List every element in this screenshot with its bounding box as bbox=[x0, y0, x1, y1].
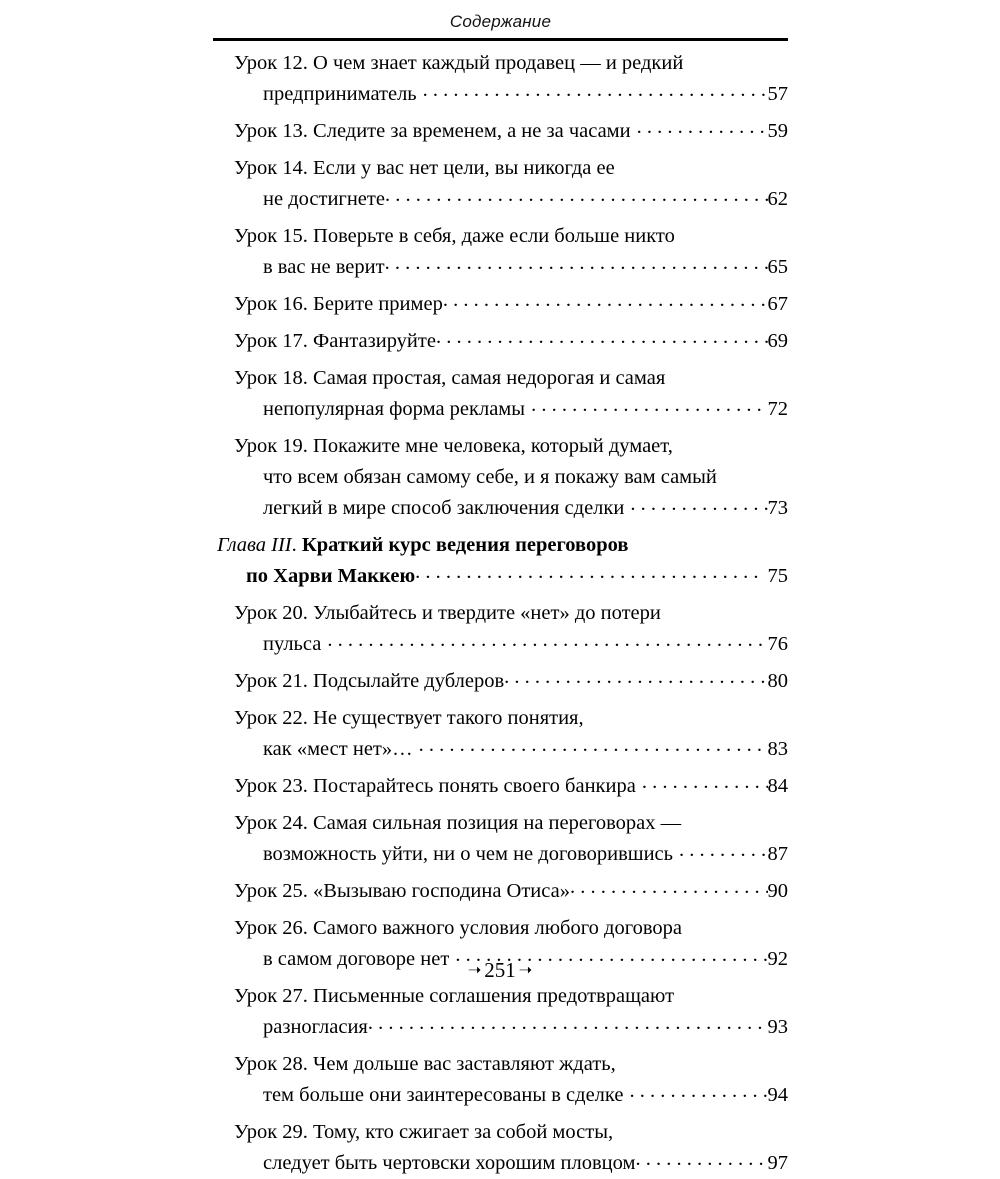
toc-page-number: 83 bbox=[767, 738, 788, 760]
toc-page-number: 84 bbox=[767, 775, 788, 797]
dot-leader bbox=[436, 327, 768, 348]
toc-entry-text: Урок 19. Покажите мне человека, который думает, bbox=[234, 435, 673, 457]
toc-page-number: 65 bbox=[767, 256, 788, 278]
toc-line bbox=[213, 1049, 788, 1080]
toc-lesson-entry bbox=[213, 703, 788, 765]
toc-line bbox=[213, 1080, 788, 1111]
toc-entry-text: разногласия bbox=[263, 1016, 368, 1038]
toc-line bbox=[213, 462, 788, 493]
toc-entry-text: Урок 21. Подсылайте дублеров bbox=[234, 670, 505, 692]
toc-entry-text: Урок 29. Тому, кто сжигает за собой мосты, bbox=[234, 1121, 614, 1143]
toc-page-number: 97 bbox=[767, 1152, 788, 1174]
toc-page-number: 59 bbox=[767, 120, 788, 142]
header-rule bbox=[213, 38, 788, 41]
toc-page-number: 72 bbox=[767, 398, 788, 420]
toc-entry-text: Урок 28. Чем дольше вас заставляют ждать, bbox=[234, 1053, 616, 1075]
toc-lesson-entry bbox=[213, 981, 788, 1043]
toc-line bbox=[213, 666, 788, 697]
running-head-title: Содержание bbox=[449, 12, 552, 31]
dot-leader bbox=[443, 290, 768, 311]
toc-lesson-entry bbox=[213, 116, 788, 147]
folio-number: 251 bbox=[484, 958, 516, 982]
dot-leader bbox=[504, 667, 767, 688]
dot-leader bbox=[327, 630, 761, 651]
chapter-number-suffix: . bbox=[291, 534, 302, 556]
dot-leader bbox=[635, 1149, 767, 1170]
toc-line bbox=[213, 808, 788, 839]
dot-leader bbox=[570, 877, 768, 898]
toc-entry-text: Урок 17. Фантазируйте bbox=[234, 330, 436, 352]
dot-leader bbox=[415, 562, 761, 583]
toc-lesson-entry bbox=[213, 289, 788, 320]
toc-entry-text: Урок 26. Самого важного условия любого договора bbox=[234, 917, 682, 939]
toc-line bbox=[213, 326, 788, 357]
toc-entry-text: Урок 12. О чем знает каждый продавец — и редкий bbox=[234, 52, 684, 74]
toc-line bbox=[213, 493, 788, 524]
toc-page-number: 69 bbox=[767, 330, 788, 352]
toc-entry-text: пульса bbox=[263, 633, 322, 655]
dot-leader bbox=[385, 185, 768, 206]
dot-leader bbox=[423, 80, 768, 101]
toc-chapter-entry bbox=[213, 530, 788, 592]
toc-lesson-entry bbox=[213, 808, 788, 870]
toc-entry-text: Урок 13. Следите за временем, а не за часами bbox=[234, 120, 631, 142]
toc-lesson-entry bbox=[213, 153, 788, 215]
toc-page-number: 93 bbox=[767, 1016, 788, 1038]
toc-page-number: 92 bbox=[767, 948, 788, 970]
toc-entry-text: Урок 18. Самая простая, самая недорогая и самая bbox=[234, 367, 666, 389]
toc-line bbox=[213, 839, 788, 870]
toc-line bbox=[213, 363, 788, 394]
toc-lesson-entry bbox=[213, 326, 788, 357]
toc-entry-text: в самом договоре нет bbox=[263, 948, 450, 970]
toc-line bbox=[213, 876, 788, 907]
toc-line bbox=[213, 1148, 788, 1179]
toc-lesson-entry bbox=[213, 771, 788, 802]
toc-entry-text: Урок 27. Письменные соглашения предотвращают bbox=[234, 985, 675, 1007]
toc-entry-text: Урок 22. Не существует такого понятия, bbox=[234, 707, 584, 729]
toc-lesson-entry bbox=[213, 221, 788, 283]
toc-line bbox=[213, 289, 788, 320]
toc-line bbox=[213, 561, 788, 592]
toc-entry-text: Урок 15. Поверьте в себя, даже если больше никто bbox=[234, 225, 675, 247]
toc-line bbox=[213, 1012, 788, 1043]
toc-line bbox=[213, 703, 788, 734]
toc-page-number: 57 bbox=[767, 83, 788, 105]
toc-lesson-entry bbox=[213, 1049, 788, 1111]
dot-leader bbox=[419, 735, 768, 756]
toc-entry-text: возможность уйти, ни о чем не договорившись bbox=[263, 843, 673, 865]
toc-line bbox=[213, 221, 788, 252]
toc-lesson-entry bbox=[213, 363, 788, 425]
toc-page-number: 87 bbox=[767, 843, 788, 865]
dot-leader bbox=[637, 117, 768, 138]
toc-entry-text: Урок 24. Самая сильная позиция на переговорах — bbox=[234, 812, 682, 834]
toc-page-number: 73 bbox=[767, 497, 788, 519]
dot-leader bbox=[385, 253, 768, 274]
toc-page-number: 94 bbox=[767, 1084, 788, 1106]
toc-entry-text: непопулярная форма рекламы bbox=[263, 398, 526, 420]
toc-page-number: 80 bbox=[767, 670, 788, 692]
toc-line bbox=[213, 184, 788, 215]
toc-entry-text: как «мест нет»… bbox=[263, 738, 413, 760]
toc-lesson-entry bbox=[213, 48, 788, 110]
toc-line bbox=[213, 530, 788, 561]
toc-line bbox=[213, 153, 788, 184]
dot-leader bbox=[642, 772, 768, 793]
toc-line bbox=[213, 913, 788, 944]
toc-page-number: 90 bbox=[767, 880, 788, 902]
toc-entry-text: Урок 20. Улыбайтесь и твердите «нет» до потери bbox=[234, 602, 661, 624]
dot-leader bbox=[629, 1081, 767, 1102]
chapter-number: Глава III bbox=[217, 534, 292, 556]
toc-lesson-entry bbox=[213, 598, 788, 660]
dot-leader bbox=[679, 840, 768, 861]
table-of-contents bbox=[213, 48, 788, 1179]
toc-lesson-entry bbox=[213, 431, 788, 524]
toc-entry-text: не достигнете bbox=[263, 188, 385, 210]
arrow-right-icon: ➝ bbox=[467, 962, 482, 979]
toc-line bbox=[213, 116, 788, 147]
toc-line bbox=[213, 981, 788, 1012]
toc-line bbox=[213, 79, 788, 110]
toc-entry-text: что всем обязан самому себе, и я покажу вам самый bbox=[263, 466, 717, 488]
toc-lesson-entry bbox=[213, 876, 788, 907]
toc-entry-text: тем больше они заинтересованы в сделке bbox=[263, 1084, 624, 1106]
toc-line bbox=[213, 252, 788, 283]
toc-line bbox=[213, 734, 788, 765]
toc-line bbox=[213, 629, 788, 660]
toc-line bbox=[213, 394, 788, 425]
toc-page-number: 76 bbox=[767, 633, 788, 655]
toc-line bbox=[213, 771, 788, 802]
toc-entry-text: следует быть чертовски хорошим пловцом bbox=[263, 1152, 636, 1174]
toc-entry-text: в вас не верит bbox=[263, 256, 385, 278]
toc-line bbox=[213, 48, 788, 79]
toc-page-number: 67 bbox=[767, 293, 788, 315]
toc-entry-text: предприниматель bbox=[263, 83, 417, 105]
toc-entry-text: Урок 25. «Вызываю господина Отиса» bbox=[234, 880, 570, 902]
dot-leader bbox=[368, 1013, 768, 1034]
toc-lesson-entry bbox=[213, 1117, 788, 1179]
toc-entry-text: Урок 23. Постарайтесь понять своего банкира bbox=[234, 775, 636, 797]
toc-page-number: 75 bbox=[767, 565, 788, 587]
toc-entry-text: Урок 14. Если у вас нет цели, вы никогда ее bbox=[234, 157, 615, 179]
arrow-left-icon: ➝ bbox=[518, 962, 533, 979]
toc-entry-text: Краткий курс ведения переговоров bbox=[301, 534, 629, 556]
running-head bbox=[213, 12, 788, 32]
toc-line bbox=[213, 1117, 788, 1148]
toc-line bbox=[213, 431, 788, 462]
dot-leader bbox=[630, 494, 767, 515]
dot-leader bbox=[531, 395, 767, 416]
toc-entry-text: Урок 16. Берите пример bbox=[234, 293, 443, 315]
page-folio bbox=[0, 958, 1000, 983]
toc-lesson-entry bbox=[213, 666, 788, 697]
toc-entry-text: по Харви Маккею bbox=[246, 565, 416, 587]
toc-entry-text: легкий в мире способ заключения сделки bbox=[263, 497, 625, 519]
toc-page-number: 62 bbox=[767, 188, 788, 210]
toc-line bbox=[213, 598, 788, 629]
